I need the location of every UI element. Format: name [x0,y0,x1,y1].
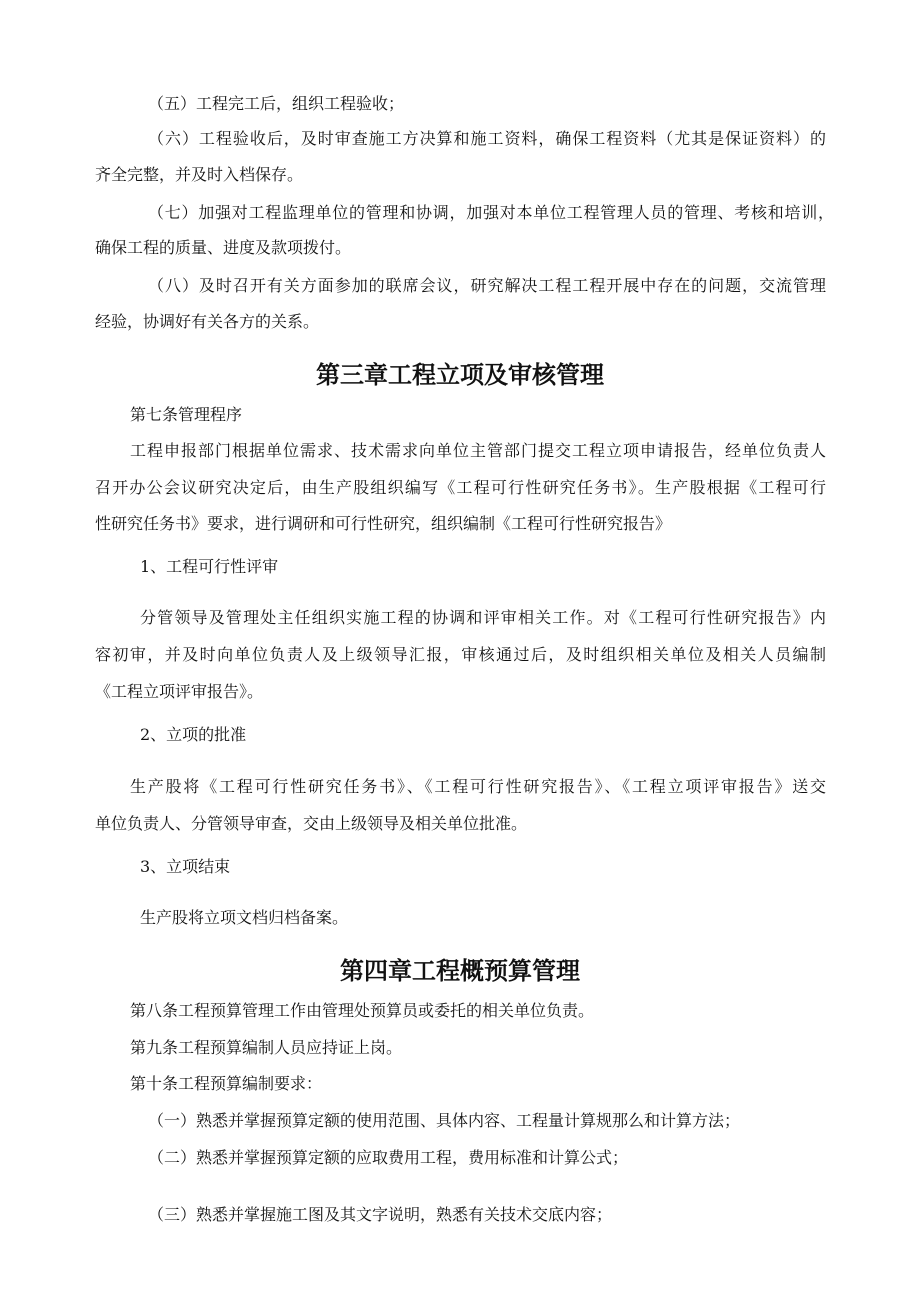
article-8: 第八条工程预算管理工作由管理处预算员或委托的相关单位负责。 [130,1001,595,1020]
item-8-line-2: 经验，协调好有关各方的关系。 [95,312,320,331]
sub-3-line-1: 生产股将立项文档归档备案。 [140,908,349,927]
item-8-line-1: （八）及时召开有关方面参加的联席会议，研究解决工程工程开展中存在的问题，交流管理 [148,276,826,295]
sub-2-line-1: 生产股将《工程可行性研究任务书》、《工程可行性研究报告》、《工程立项评审报告》送交 [130,777,826,796]
sub-3-title: 3、立项结束 [140,857,231,876]
sub-1-line-1: 分管领导及管理处主任组织实施工程的协调和评审相关工作。对《工程可行性研究报告》内 [140,608,826,627]
article-7-title: 第七条管理程序 [130,405,243,424]
requirement-3: （三）熟悉并掌握施工图及其文字说明，熟悉有关技术交底内容； [148,1205,613,1224]
chapter-4-heading: 第四章工程概预算管理 [340,957,580,985]
article-10: 第十条工程预算编制要求： [130,1074,323,1093]
sub-1-title: 1、工程可行性评审 [140,557,279,576]
requirement-1: （一）熟悉并掌握预算定额的使用范围、具体内容、工程量计算规那么和计算方法； [148,1111,741,1130]
sub-1-line-3: 《工程立项评审报告》。 [95,682,264,701]
item-7-line-1: （七）加强对工程监理单位的管理和协调，加强对本单位工程管理人员的管理、考核和培训， [148,203,834,222]
chapter-3-intro-line-1: 工程申报部门根据单位需求、技术需求向单位主管部门提交工程立项申请报告，经单位负责人 [130,441,826,460]
requirement-2: （二）熟悉并掌握预算定额的应取费用工程，费用标准和计算公式； [148,1148,629,1167]
chapter-3-intro-line-3: 性研究任务书》要求，进行调研和可行性研究，组织编制《工程可行性研究报告》 [95,514,672,533]
sub-2-line-2: 单位负责人、分管领导审查，交由上级领导及相关单位批准。 [95,814,528,833]
chapter-3-intro-line-2: 召开办公会议研究决定后，由生产股组织编写《工程可行性研究任务书》。生产股根据《工程可行 [95,478,826,497]
sub-2-title: 2、立项的批准 [140,725,247,744]
chapter-3-heading: 第三章工程立项及审核管理 [316,361,604,389]
article-9: 第九条工程预算编制人员应持证上岗。 [130,1038,403,1057]
item-5: （五）工程完工后，组织工程验收； [148,94,405,113]
item-7-line-2: 确保工程的质量、进度及款项拨付。 [95,238,352,257]
item-6-line-2: 齐全完整，并及时入档保存。 [95,165,304,184]
item-6-line-1: （六）工程验收后，及时审查施工方决算和施工资料，确保工程资料（尤其是保证资料）的 [148,129,826,148]
sub-1-line-2: 容初审，并及时向单位负责人及上级领导汇报，审核通过后，及时组织相关单位及相关人员编制 [95,645,826,664]
